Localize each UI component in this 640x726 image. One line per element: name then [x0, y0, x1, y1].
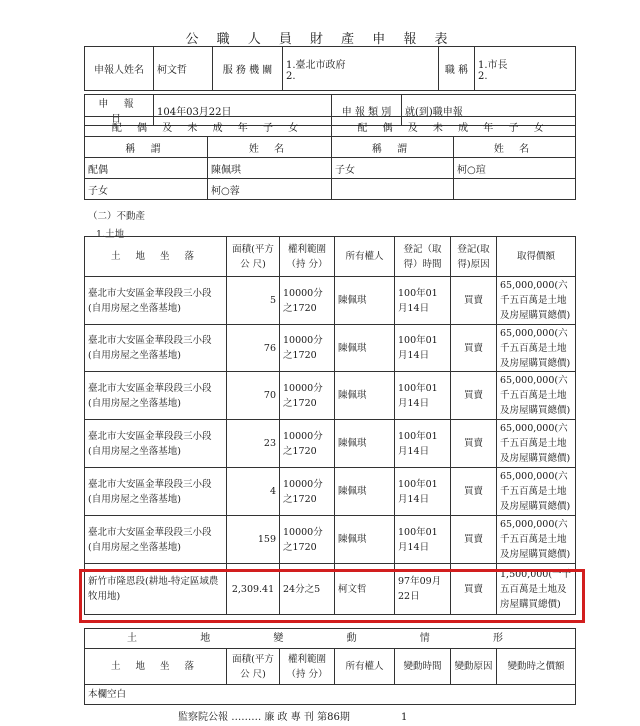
price: 65,000,000(六千五百萬是土地及房屋購買總價)	[497, 516, 576, 564]
reg-reason: 買賣	[451, 325, 497, 372]
col-area: 面積(平方公 尺)	[227, 649, 280, 685]
reg-reason: 買賣	[451, 277, 497, 325]
col-change-reason: 變動原因	[451, 649, 497, 685]
family-title-left: 配 偶 及 未 成 年 子 女	[85, 117, 332, 137]
position-2: 2.	[478, 70, 488, 82]
area: 4	[227, 468, 280, 516]
footer	[178, 708, 508, 723]
applicant-label: 申報人姓名	[85, 47, 154, 91]
type-label: 申 報 類 別	[332, 95, 402, 126]
price: 1,500,000(一千五百萬是土地及房屋購買總價)	[497, 564, 576, 615]
col-reg-reason: 登記(取得)原因	[451, 237, 497, 277]
reg-reason: 買賣	[451, 516, 497, 564]
footer-dots: ………	[231, 712, 262, 723]
location: 臺北市大安區金華段段三小段(自用房屋之坐落基地)	[85, 420, 227, 468]
reg-reason: 買賣	[451, 372, 497, 420]
owner: 陳佩琪	[335, 468, 395, 516]
col-change-time: 變動時間	[395, 649, 451, 685]
area: 76	[227, 325, 280, 372]
land-table	[84, 236, 576, 615]
empty-note: 本欄空白	[85, 685, 576, 705]
agency-value	[283, 47, 439, 91]
col-change-price: 變動時之價額	[497, 649, 576, 685]
reg-time: 100年01月14日	[395, 420, 451, 468]
table-row	[85, 325, 576, 372]
rights: 24分之5	[280, 564, 335, 615]
price: 65,000,000(六千五百萬是土地及房屋購買總價)	[497, 277, 576, 325]
type-value: 就(到)職申報	[402, 95, 576, 126]
date-value: 104年03月22日	[154, 95, 332, 126]
reg-reason: 買賣	[451, 564, 497, 615]
location: 臺北市大安區金華段段三小段(自用房屋之坐落基地)	[85, 277, 227, 325]
table-row	[85, 468, 576, 516]
position-label: 職 稱	[439, 47, 475, 91]
price: 65,000,000(六千五百萬是土地及房屋購買總價)	[497, 372, 576, 420]
rights: 10000分之1720	[280, 372, 335, 420]
footer-page-number: 1	[401, 712, 408, 723]
area: 2,309.41	[227, 564, 280, 615]
table-row	[85, 516, 576, 564]
name-2	[454, 179, 576, 200]
highlight-box	[79, 569, 585, 623]
agency-2: 2.	[286, 70, 296, 82]
reg-time: 100年01月14日	[395, 516, 451, 564]
col-reg-time: 登記（取得）時間	[395, 237, 451, 277]
page-title: 公 職 人 員 財 產 申 報 表	[185, 32, 455, 47]
price: 65,000,000(六千五百萬是土地及房屋購買總價)	[497, 325, 576, 372]
land-change-table	[84, 628, 576, 705]
table-row	[85, 277, 576, 325]
table-row	[85, 420, 576, 468]
col-location: 土 地 坐 落	[85, 237, 227, 277]
name-2: 柯○瑄	[454, 158, 576, 179]
col-area: 面積(平方公 尺)	[227, 237, 280, 277]
owner: 陳佩琪	[335, 372, 395, 420]
rights: 10000分之1720	[280, 468, 335, 516]
price: 65,000,000(六千五百萬是土地及房屋購買總價)	[497, 420, 576, 468]
col-name-2: 姓 名	[454, 137, 576, 158]
rights: 10000分之1720	[280, 325, 335, 372]
reg-time: 100年01月14日	[395, 468, 451, 516]
owner: 陳佩琪	[335, 420, 395, 468]
table-row	[85, 372, 576, 420]
table-row	[85, 179, 576, 200]
reg-reason: 買賣	[451, 420, 497, 468]
owner: 陳佩琪	[335, 277, 395, 325]
col-owner: 所有權人	[335, 237, 395, 277]
family-title-right: 配 偶 及 未 成 年 子 女	[332, 117, 576, 137]
area: 23	[227, 420, 280, 468]
position-value	[475, 47, 576, 91]
reg-reason: 買賣	[451, 468, 497, 516]
location: 臺北市大安區金華段段三小段(自用房屋之坐落基地)	[85, 516, 227, 564]
owner: 陳佩琪	[335, 325, 395, 372]
location: 新竹市隆恩段(耕地-特定區域農牧用地)	[85, 564, 227, 615]
location: 臺北市大安區金華段段三小段(自用房屋之坐落基地)	[85, 325, 227, 372]
name: 陳佩琪	[208, 158, 332, 179]
owner: 柯文哲	[335, 564, 395, 615]
price: 65,000,000(六千五百萬是土地及房屋購買總價)	[497, 468, 576, 516]
col-location: 土 地 坐 落	[85, 649, 227, 685]
relation: 配偶	[85, 158, 208, 179]
land-change-title: 土 地 變 動 情 形	[85, 629, 576, 649]
reg-time: 100年01月14日	[395, 277, 451, 325]
relation: 子女	[85, 179, 208, 200]
land-sub-heading: 1.土地	[96, 229, 125, 240]
col-name: 姓 名	[208, 137, 332, 158]
location: 臺北市大安區金華段段三小段(自用房屋之坐落基地)	[85, 468, 227, 516]
col-relation-2: 稱 謂	[332, 137, 454, 158]
real-estate-heading: （二）不動產	[88, 211, 146, 222]
agency-1: 1.臺北市政府	[286, 59, 346, 71]
footer-publication: 廉 政 專 刊 第86期	[264, 712, 350, 723]
owner: 陳佩琪	[335, 516, 395, 564]
relation-2: 子女	[332, 158, 454, 179]
position-1: 1.市長	[478, 59, 508, 71]
family-table	[84, 116, 576, 200]
table-row	[85, 158, 576, 179]
rights: 10000分之1720	[280, 420, 335, 468]
col-relation: 稱 謂	[85, 137, 208, 158]
date-label: 申 報 日	[85, 95, 154, 126]
applicant-name: 柯文哲	[154, 47, 213, 91]
area: 159	[227, 516, 280, 564]
reg-time: 97年09月22日	[395, 564, 451, 615]
rights: 10000分之1720	[280, 516, 335, 564]
area: 5	[227, 277, 280, 325]
area: 70	[227, 372, 280, 420]
col-price: 取得價額	[497, 237, 576, 277]
agency-label: 服 務 機 關	[213, 47, 283, 91]
footer-publisher: 監察院公報	[178, 712, 228, 723]
reg-time: 100年01月14日	[395, 372, 451, 420]
relation-2	[332, 179, 454, 200]
reg-time: 100年01月14日	[395, 325, 451, 372]
name: 柯○蓉	[208, 179, 332, 200]
rights: 10000分之1720	[280, 277, 335, 325]
header-table	[84, 46, 576, 91]
col-rights: 權利範圍（持 分）	[280, 649, 335, 685]
location: 臺北市大安區金華段段三小段(自用房屋之坐落基地)	[85, 372, 227, 420]
col-rights: 權利範圍（持 分）	[280, 237, 335, 277]
col-owner: 所有權人	[335, 649, 395, 685]
